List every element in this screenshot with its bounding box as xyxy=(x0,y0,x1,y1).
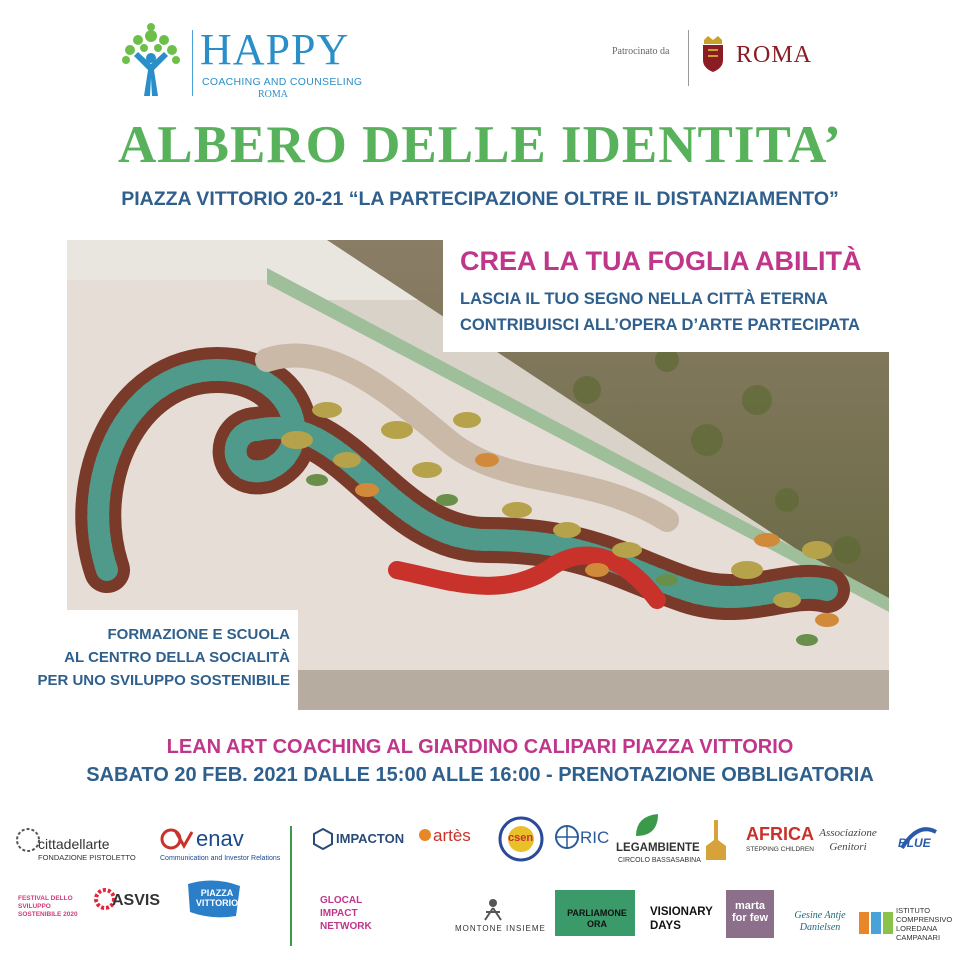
roma-logo-text: ROMA xyxy=(736,42,813,68)
crea-line-2: CONTRIBUISCI ALL’OPERA D’ARTE PARTECIPATA xyxy=(460,316,860,334)
sponsor-genitori: Associazione Genitori xyxy=(819,827,877,853)
patrocinato-label: Patrocinato da xyxy=(612,46,670,57)
ric-globe-icon xyxy=(554,824,580,850)
sponsor-piazza-vittorio: PIAZZA VITTORIO xyxy=(195,888,239,908)
happy-tree-logo-icon xyxy=(118,22,184,102)
happy-logo-subtitle: COACHING AND COUNSELING xyxy=(202,76,363,88)
formazione-line-1: FORMAZIONE E SCUOLA xyxy=(107,626,290,643)
event-location: LEAN ART COACHING AL GIARDINO CALIPARI PIAZZA VITTORIO xyxy=(166,736,794,758)
header-divider xyxy=(192,30,193,96)
impacton-icon xyxy=(312,828,334,850)
formazione-line-3: PER UNO SVILUPPO SOSTENIBILE xyxy=(37,672,290,689)
crea-title: CREA LA TUA FOGLIA ABILITÀ xyxy=(460,246,862,276)
sponsor-visionary: VISIONARY DAYS xyxy=(650,906,713,932)
crea-line-1: LASCIA IL TUO SEGNO NELLA CITTÀ ETERNA xyxy=(460,290,828,308)
sponsor-enav: enav xyxy=(196,826,244,851)
sponsor-artes: artès xyxy=(433,826,471,845)
enav-icon xyxy=(160,828,194,850)
sponsor-asvis: ASVIS xyxy=(112,892,161,909)
happy-logo-text: HAPPY xyxy=(200,25,350,74)
event-datetime: SABATO 20 FEB. 2021 DALLE 15:00 ALLE 16:00 - PRENOTAZIONE OBBLIGATORIA xyxy=(86,764,874,786)
sponsor-csen: csen xyxy=(508,832,534,844)
sponsor-africa: AFRICA xyxy=(746,824,814,844)
sponsor-marta: marta for few xyxy=(731,900,769,924)
sponsor-africa-sub: STEPPING CHILDREN xyxy=(746,846,814,853)
happy-logo-city: ROMA xyxy=(258,89,289,100)
formazione-line-2: AL CENTRO DELLA SOCIALITÀ xyxy=(64,649,290,666)
sponsor-parliamone: PARLIAMONE ORA xyxy=(567,908,627,929)
sponsor-festival: FESTIVAL DELLO SVILUPPO SOSTENIBILE 2020 xyxy=(18,895,78,918)
sponsor-glocal: GLOCAL IMPACT NETWORK xyxy=(320,895,372,932)
legambiente-leaf-icon xyxy=(632,812,662,840)
page-subtitle: PIAZZA VITTORIO 20-21 “LA PARTECIPAZIONE OLTRE IL DISTANZIAMENTO” xyxy=(121,188,839,210)
sponsor-enav-sub: Communication and Investor Relations xyxy=(160,855,281,862)
roma-divider xyxy=(688,30,689,86)
page-title: ALBERO DELLE IDENTITA’ xyxy=(118,116,842,174)
sponsor-cittadellarte: cittadellarte xyxy=(38,836,110,852)
sponsor-ric: RIC xyxy=(580,828,610,847)
sponsor-cittadellarte-sub: FONDAZIONE PISTOLETTO xyxy=(38,853,136,862)
montone-icon xyxy=(482,898,504,922)
sponsor-blue: BLUE xyxy=(898,836,931,850)
sponsor-legambiente: LEGAMBIENTE xyxy=(616,842,700,854)
istituto-icon xyxy=(858,908,894,938)
sponsor-impacton: IMPACTON xyxy=(336,831,405,846)
sponsor-legambiente-sub: CIRCOLO BASSASABINA xyxy=(618,857,701,864)
roma-crest-icon xyxy=(700,36,726,72)
artes-icon xyxy=(418,828,432,842)
sponsors-divider xyxy=(290,826,292,946)
giraffe-logo-icon xyxy=(700,818,730,862)
sponsor-gesine: Gesine Antje Danielsen xyxy=(794,910,846,933)
sponsor-montone: MONTONE INSIEME xyxy=(455,924,546,933)
sponsor-istituto: ISTITUTO COMPRENSIVO LOREDANA CAMPANARI xyxy=(896,906,953,942)
